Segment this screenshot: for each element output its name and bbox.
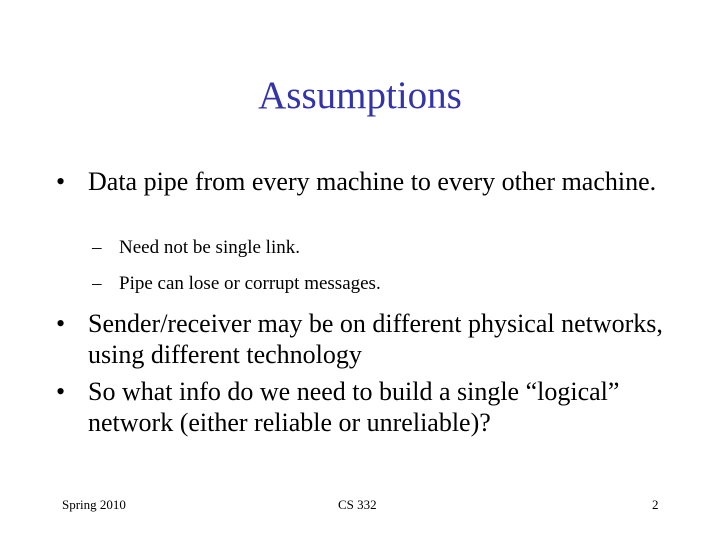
bullet-text: Sender/receiver may be on different physical networks, using different technology [88,309,663,369]
sub-bullet-item-2 [92,272,652,296]
bullet-item-1 [56,166,676,197]
slide-title: Assumptions [258,74,462,117]
sub-bullet-item-1 [92,236,652,260]
bullet-item-2 [56,308,676,370]
bullet-mark: • [56,309,66,338]
sub-bullet-text: Need not be single link. [119,237,300,258]
sub-bullet-text: Pipe can lose or corrupt messages. [119,273,381,294]
bullet-text: So what info do we need to build a single “logical” network (either reliable or unreliable)? [88,377,620,437]
bullet-mark: • [56,167,66,196]
footer-page-number: 2 [652,497,659,512]
bullet-item-3 [56,376,676,438]
footer-date: Spring 2010 [62,497,126,512]
footer-course: CS 332 [338,497,377,512]
sub-bullet-mark: – [92,273,102,294]
bullet-text: Data pipe from every machine to every other machine. [88,167,657,196]
bullet-mark: • [56,377,66,406]
sub-bullet-mark: – [92,237,102,258]
